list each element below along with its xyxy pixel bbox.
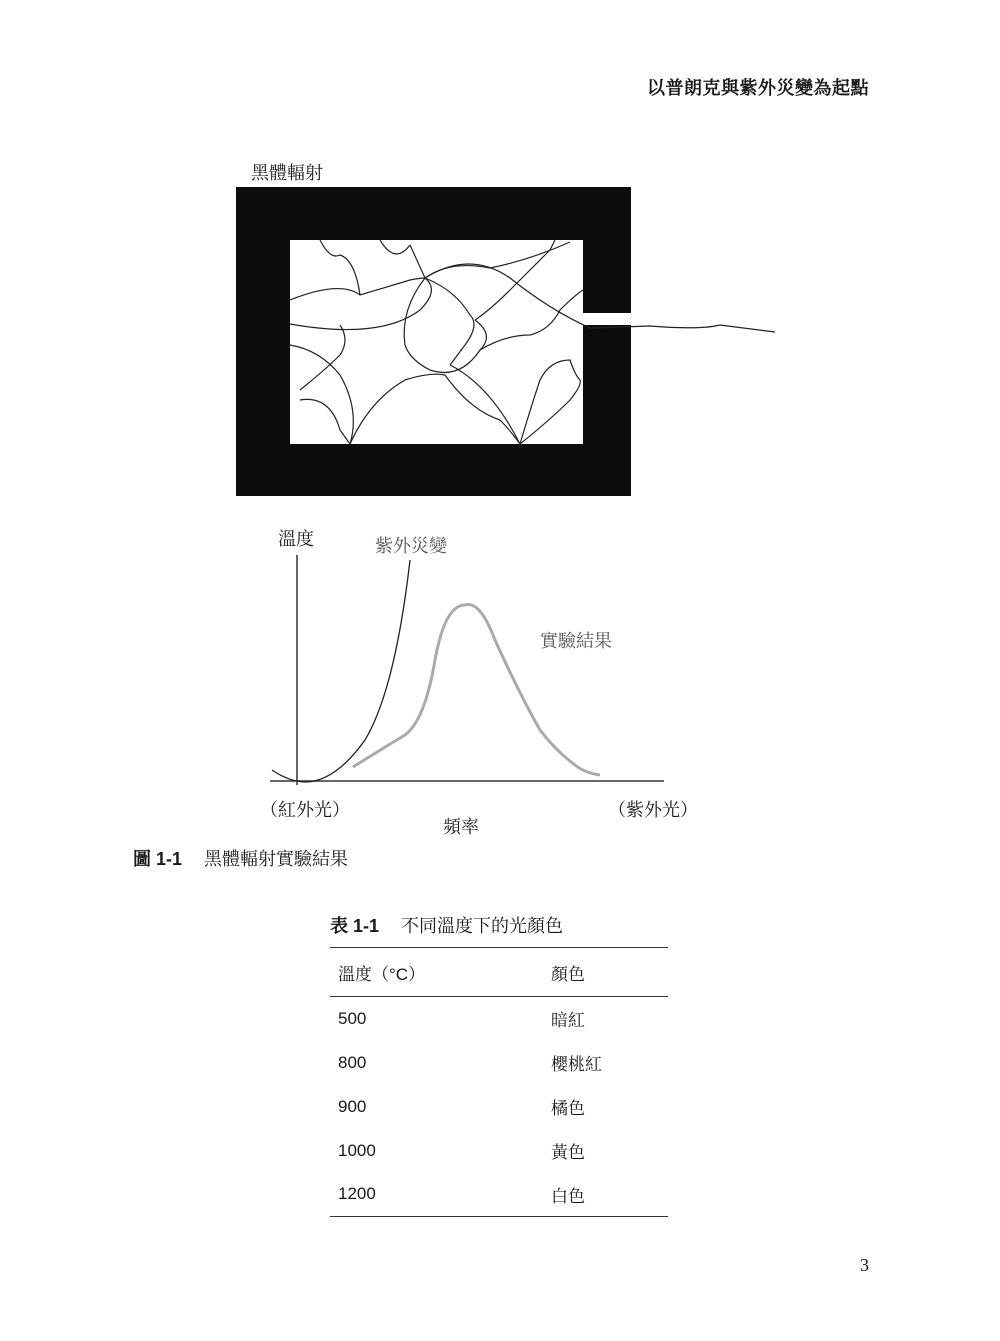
figure-caption bbox=[133, 845, 348, 871]
table-row bbox=[330, 1173, 668, 1217]
figure-blackbody bbox=[230, 150, 790, 840]
cell-color: 黃色 bbox=[551, 1143, 585, 1163]
chart-axes bbox=[270, 555, 664, 785]
temperature-color-table bbox=[330, 947, 668, 1217]
cell-color: 橘色 bbox=[551, 1099, 585, 1119]
header-color: 顏色 bbox=[551, 964, 585, 985]
x-right-label: （紫外光） bbox=[608, 800, 698, 821]
uv-curve-label: 紫外災變 bbox=[375, 536, 447, 557]
table-row bbox=[330, 997, 668, 1041]
cell-color: 櫻桃紅 bbox=[551, 1055, 602, 1075]
table-row bbox=[330, 1129, 668, 1173]
cell-temperature: 800 bbox=[338, 1052, 367, 1072]
cell-temperature: 500 bbox=[338, 1008, 367, 1028]
experiment-curve-label: 實驗結果 bbox=[540, 631, 612, 652]
header-temperature: 溫度（°C） bbox=[338, 964, 426, 984]
table-caption bbox=[330, 912, 563, 938]
cell-temperature: 1000 bbox=[338, 1140, 376, 1160]
y-axis-label: 溫度 bbox=[278, 529, 314, 550]
figure-caption-text: 黑體輻射實驗結果 bbox=[204, 849, 349, 870]
uv-catastrophe-curve bbox=[272, 560, 410, 782]
cavity-wall-shape bbox=[236, 187, 631, 496]
figure-illustration bbox=[230, 150, 790, 840]
x-left-label: （紅外光） bbox=[260, 800, 350, 821]
table-caption-text: 不同溫度下的光顏色 bbox=[401, 916, 564, 937]
cell-color: 白色 bbox=[551, 1186, 585, 1207]
table-row bbox=[330, 1085, 668, 1129]
x-axis-label: 頻率 bbox=[443, 817, 479, 838]
cell-temperature: 900 bbox=[338, 1096, 367, 1116]
cell-temperature: 1200 bbox=[338, 1184, 376, 1204]
light-rays bbox=[290, 240, 775, 444]
figure-top-label: 黑體輻射 bbox=[251, 163, 323, 184]
page-number: 3 bbox=[860, 1255, 869, 1275]
table-row bbox=[330, 1041, 668, 1085]
cell-color: 暗紅 bbox=[551, 1011, 585, 1032]
figure-caption-number: 圖 1-1 bbox=[133, 849, 183, 869]
running-header: 以普朗克與紫外災變為起點 bbox=[647, 78, 869, 99]
table-header-row bbox=[330, 948, 668, 997]
table-caption-number: 表 1-1 bbox=[330, 916, 380, 936]
